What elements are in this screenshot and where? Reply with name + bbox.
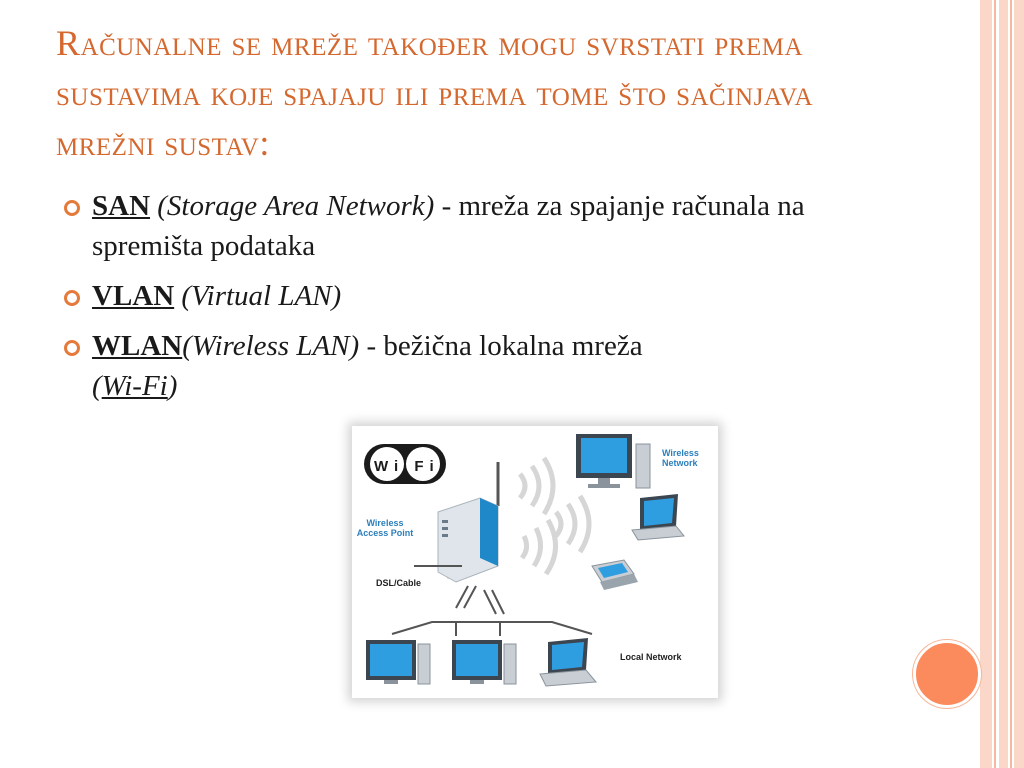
bullet-text: - mreža za spajanje računala na spremišta podataka (92, 190, 805, 262)
bullet-list (62, 186, 882, 416)
decor-circle (913, 640, 981, 708)
bullet-paren-close: ) (167, 370, 178, 402)
wireless-access-point-label: Wireless Access Point (356, 518, 414, 538)
bullet-term: VLAN (92, 280, 175, 312)
bullet-san (62, 186, 882, 266)
laptop-icon (632, 494, 684, 540)
bullet-paren: (Wireless LAN) (182, 330, 360, 362)
wireless-network-label: Wireless Network (662, 448, 699, 468)
local-network-label: Local Network (620, 652, 682, 662)
netbook-icon (592, 560, 638, 590)
wifi-logo-text: Wi Fi (374, 458, 440, 475)
bullet-wlan (62, 326, 882, 406)
bullet-icon (64, 290, 80, 306)
desktop-monitor-icon (576, 434, 650, 488)
router-icon (438, 462, 498, 582)
bullet-paren: (Virtual LAN) (181, 280, 342, 312)
desktop-monitor-icon (366, 640, 430, 684)
bullet-term: SAN (92, 190, 151, 222)
bullet-text: - bežična lokalna mreža (359, 330, 643, 362)
bullet-icon (64, 200, 80, 216)
desktop-monitor-icon (452, 640, 516, 684)
bullet-icon (64, 340, 80, 356)
wifi-network-diagram (352, 426, 718, 698)
bullet-paren-open: ( (92, 370, 102, 402)
decor-stripe (999, 0, 1008, 768)
cable-lines (392, 566, 592, 636)
laptop-icon (540, 638, 596, 686)
decor-stripe (994, 0, 996, 768)
bullet-wifi-term: Wi-Fi (101, 370, 168, 402)
bullet-vlan (62, 276, 882, 316)
bullet-term: WLAN (92, 330, 183, 362)
decor-stripe (1014, 0, 1024, 768)
slide-title: Računalne se mreže također mogu svrstati prema sustavima koje spajaju ili prema tome što sačinjava mrežni sustav: (56, 23, 814, 163)
dsl-cable-label: DSL/Cable (376, 578, 422, 588)
decor-stripe (1010, 0, 1012, 768)
decor-stripe (980, 0, 992, 768)
bullet-paren: (Storage Area Network) (157, 190, 435, 222)
